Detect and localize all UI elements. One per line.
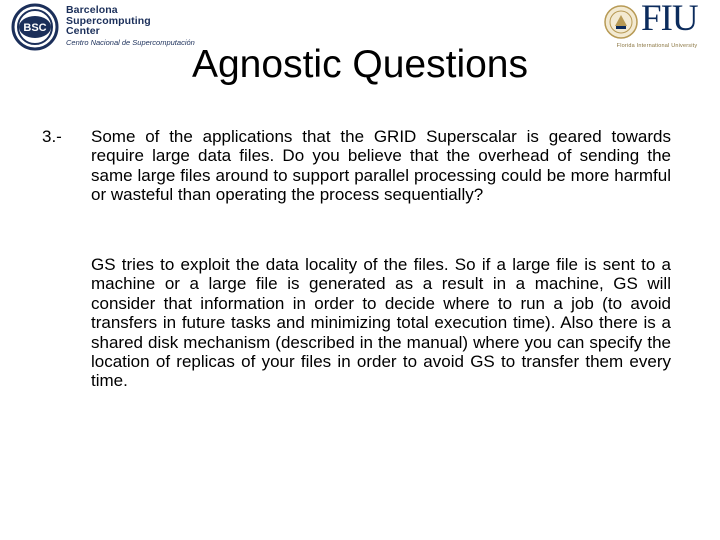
bsc-name-line-1: Barcelona xyxy=(66,4,118,16)
bsc-mark-text: BSC xyxy=(23,22,47,34)
fiu-wordmark: FIU xyxy=(641,0,698,39)
bsc-name-line-3: Center xyxy=(66,25,100,37)
fiu-seal-icon xyxy=(604,5,638,39)
bsc-name-line-2: Supercomputing xyxy=(66,14,151,27)
question-number: 3.- xyxy=(42,127,62,146)
slide-title: Agnostic Questions xyxy=(191,43,528,86)
fiu-subtitle: Florida International University xyxy=(616,43,698,49)
bsc-logo-text xyxy=(66,5,195,46)
bsc-subtitle: Centro Nacional de Supercomputación xyxy=(66,37,195,47)
question-text: Some of the applications that the GRID Superscalar is geared towards require large data files. Do you believe that the overhead of sending the same large files around to support parallel processing could be more harmful or wasteful than operating the process sequentially? xyxy=(91,127,671,205)
answer-text: GS tries to exploit the data locality of the files. So if a large file is sent to a machine or a large file is generated as a result in a machine, GS will consider that information in order to decide where to run a job (to avoid transfers in future tasks and minimizing total execution time). Also there is a shared disk mechanism (described in the manual) where you can specify the location of replicas of your files in order to avoid GS to transfer them every time. xyxy=(91,255,671,391)
